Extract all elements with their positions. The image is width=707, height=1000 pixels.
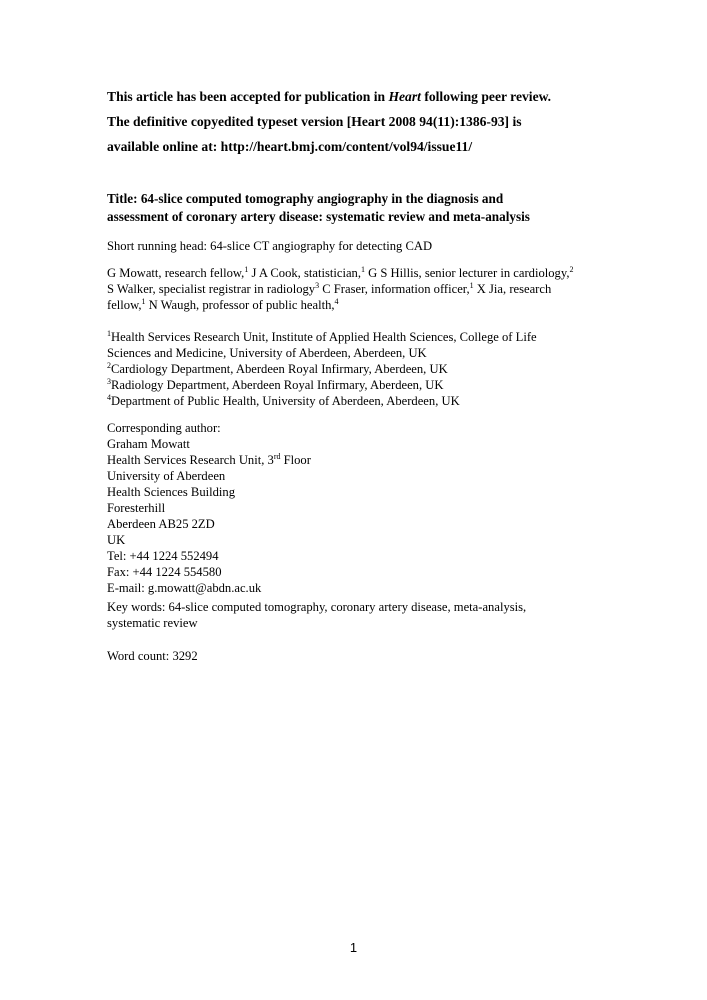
address-line: Health Sciences Building <box>107 485 236 499</box>
address-line: Aberdeen AB25 2ZD <box>107 517 215 531</box>
affiliation-2 <box>107 361 587 377</box>
author-text: N Waugh, professor of public health, <box>145 298 335 312</box>
affil-number: 1 <box>107 328 111 338</box>
author-text: G S Hillis, senior lecturer in cardiology, <box>364 266 570 280</box>
article-title <box>107 190 587 226</box>
affil-ref: 1 <box>469 280 474 290</box>
affil-ref: 3 <box>315 280 320 290</box>
affiliation-1-cont: Sciences and Medicine, University of Aberdeen, Aberdeen, UK <box>107 346 427 360</box>
word-count <box>107 648 587 664</box>
acceptance-line-2: The definitive copyedited typeset version [Heart 2008 94(11):1386-93] is <box>107 114 522 129</box>
page-number: 1 <box>349 940 358 955</box>
journal-name: Heart <box>388 89 421 104</box>
affiliation-list <box>107 329 587 409</box>
running-head <box>107 238 587 254</box>
author-text: X Jia, research <box>473 282 552 296</box>
corresponding-author <box>107 420 587 596</box>
affil-ref: 1 <box>141 296 146 306</box>
author-list <box>107 265 587 313</box>
running-head-text: Short running head: 64-slice CT angiography for detecting CAD <box>107 239 433 253</box>
ordinal-suffix: rd <box>273 451 281 461</box>
keywords-line-1: Key words: 64-slice computed tomography, coronary artery disease, meta-analysis, <box>107 600 527 614</box>
affil-number: 4 <box>107 392 111 402</box>
unit-text: Health Services Research Unit, 3 <box>107 453 274 467</box>
author-text: G Mowatt, research fellow, <box>107 266 245 280</box>
author-text: fellow, <box>107 298 142 312</box>
unit-text: Floor <box>280 453 311 467</box>
affil-ref: 1 <box>244 264 249 274</box>
affil-number: 2 <box>107 360 111 370</box>
affil-text: Radiology Department, Aberdeen Royal Infirmary, Aberdeen, UK <box>111 378 444 392</box>
author-line-1 <box>107 265 587 281</box>
affiliation-3 <box>107 377 587 393</box>
affil-ref: 4 <box>334 296 339 306</box>
author-line-3 <box>107 297 587 313</box>
affil-number: 3 <box>107 376 111 386</box>
author-text: S Walker, specialist registrar in radiology <box>107 282 316 296</box>
keywords <box>107 599 587 631</box>
acceptance-line-1 <box>107 84 587 109</box>
affil-text: Cardiology Department, Aberdeen Royal Infirmary, Aberdeen, UK <box>111 362 448 376</box>
corresponding-name: Graham Mowatt <box>107 437 190 451</box>
acceptance-notice <box>107 84 587 159</box>
email[interactable]: E-mail: g.mowatt@abdn.ac.uk <box>107 581 262 595</box>
corresponding-label: Corresponding author: <box>107 421 221 435</box>
corresponding-unit <box>107 452 587 468</box>
address-line: University of Aberdeen <box>107 469 226 483</box>
address-line: UK <box>107 533 126 547</box>
author-text: C Fraser, information officer, <box>319 282 470 296</box>
affiliation-4 <box>107 393 587 409</box>
acceptance-text: This article has been accepted for publication in <box>107 89 389 104</box>
title-line-1: Title: 64-slice computed tomography angiography in the diagnosis and <box>107 191 504 206</box>
affil-text: Department of Public Health, University of Aberdeen, Aberdeen, UK <box>111 394 460 408</box>
affil-ref: 1 <box>360 264 365 274</box>
address-line: Foresterhill <box>107 501 166 515</box>
author-line-2 <box>107 281 587 297</box>
author-text: J A Cook, statistician, <box>248 266 361 280</box>
word-count-text: Word count: 3292 <box>107 649 198 663</box>
telephone: Tel: +44 1224 552494 <box>107 549 219 563</box>
affil-ref: 2 <box>569 264 574 274</box>
acceptance-line-3[interactable]: available online at: http://heart.bmj.com/content/vol94/issue11/ <box>107 139 473 154</box>
title-line-2: assessment of coronary artery disease: systematic review and meta-analysis <box>107 209 530 224</box>
fax: Fax: +44 1224 554580 <box>107 565 222 579</box>
affiliation-1 <box>107 329 587 345</box>
affil-text: Health Services Research Unit, Institute of Applied Health Sciences, College of Life <box>111 330 537 344</box>
acceptance-text: following peer review. <box>420 89 552 104</box>
keywords-line-2: systematic review <box>107 616 198 630</box>
